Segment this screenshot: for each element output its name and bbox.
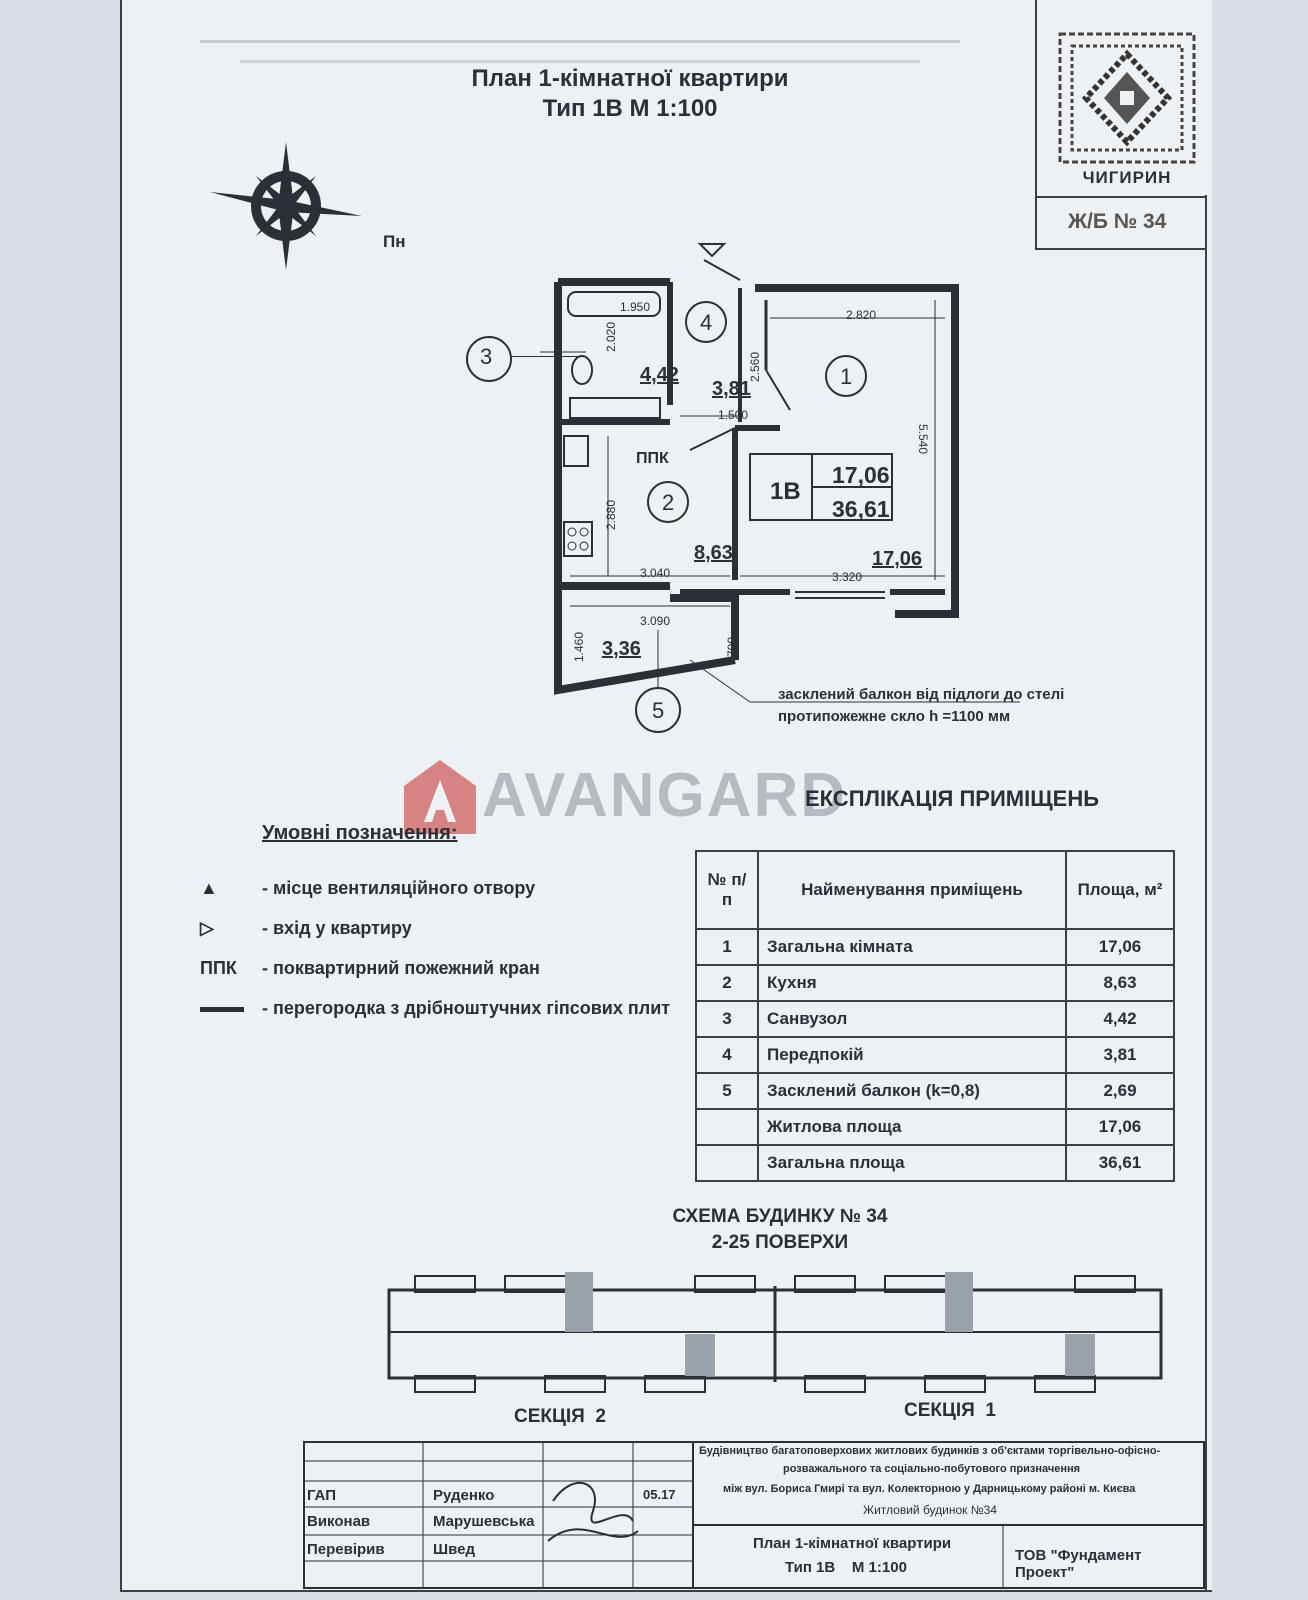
ppk-label: ППК — [636, 450, 669, 467]
row-area: 3,81 — [1066, 1037, 1174, 1073]
role-executed: Виконав — [307, 1513, 371, 1530]
dimension: 700 — [725, 636, 740, 658]
row-area: 4,42 — [1066, 1001, 1174, 1037]
section-1-label: СЕКЦІЯ 1 — [904, 1400, 996, 1421]
name-checked: Швед — [433, 1541, 475, 1558]
room-marker-4-label: 4 — [700, 310, 713, 335]
room-marker-3-label: 3 — [480, 344, 493, 369]
frame-line — [1035, 248, 1205, 250]
apartment-total-area: 36,61 — [832, 496, 890, 522]
col-header-no: № п/п — [696, 851, 758, 929]
row-area: 2,69 — [1066, 1073, 1174, 1109]
project-line3: між вул. Бориса Гмирі та вул. Колекторною у Дарницькому районі м. Києва — [723, 1483, 1136, 1495]
dimension: 3.090 — [640, 614, 671, 628]
scheme-title-line1: СХЕМА БУДИНКУ № 34 — [672, 1206, 888, 1227]
row-no: 1 — [696, 929, 758, 965]
date-gap: 05.17 — [643, 1487, 676, 1502]
sheet-name-line1: План 1-кімнатної квартири — [753, 1535, 952, 1552]
table-row — [696, 1145, 1174, 1181]
title-block — [303, 1441, 1205, 1589]
area-room2: 8,63 — [694, 542, 733, 564]
room-marker-1-label: 1 — [840, 364, 853, 389]
balcony-note-line2: протипожежне скло h =1100 мм — [778, 708, 1011, 725]
legend-item — [200, 998, 670, 1019]
dimension: 1.460 — [572, 631, 587, 663]
legend-text: - вхід у квартиру — [262, 918, 412, 938]
legend-item — [200, 878, 535, 899]
row-name: Засклений балкон (k=0,8) — [758, 1073, 1066, 1109]
row-no: 3 — [696, 1001, 758, 1037]
building-scheme — [385, 1272, 1165, 1402]
col-header-area: Площа, м² — [1066, 851, 1174, 929]
row-no — [696, 1145, 758, 1181]
row-name: Санвузол — [758, 1001, 1066, 1037]
dimension: 2.020 — [604, 321, 619, 353]
room-marker-3-leader — [510, 356, 585, 357]
name-gap: Руденко — [433, 1487, 495, 1504]
area-room5: 3,36 — [602, 638, 641, 660]
company-name: ТОВ "Фундамент Проект" — [1015, 1547, 1142, 1581]
frame-line — [1205, 195, 1207, 1590]
row-area: 8,63 — [1066, 965, 1174, 1001]
dimension: 2.880 — [604, 499, 619, 531]
row-no: 2 — [696, 965, 758, 1001]
building-code: Ж/Б № 34 — [1068, 210, 1167, 233]
legend-title: Умовні позначення: — [262, 822, 458, 844]
role-checked: Перевірив — [307, 1541, 385, 1558]
table-row — [696, 1037, 1174, 1073]
triangle-up-icon: ▲ — [200, 878, 218, 898]
area-room4: 3,81 — [712, 378, 751, 400]
balcony-note-line1: засклений балкон від підлоги до стелі — [778, 686, 1065, 703]
dimension: 1.500 — [718, 408, 749, 422]
section-2-label: СЕКЦІЯ 2 — [514, 1406, 606, 1427]
dimension: 3.320 — [832, 570, 863, 584]
dimension: 2.820 — [846, 308, 877, 322]
row-name: Житлова площа — [758, 1109, 1066, 1145]
signature-icon — [548, 1483, 638, 1541]
ornament-logo-icon — [1058, 32, 1196, 164]
table-row — [696, 1073, 1174, 1109]
row-name: Загальна кімната — [758, 929, 1066, 965]
row-area: 17,06 — [1066, 929, 1174, 965]
role-gap: ГАП — [307, 1487, 336, 1504]
scheme-title-line2: 2-25 ПОВЕРХИ — [711, 1232, 849, 1253]
dimension: 1.950 — [620, 300, 651, 314]
legend-item — [200, 958, 540, 979]
row-no: 4 — [696, 1037, 758, 1073]
project-line4: Житловий будинок №34 — [863, 1503, 997, 1517]
table-row — [696, 965, 1174, 1001]
table-row — [696, 929, 1174, 965]
room-marker-2-label: 2 — [662, 490, 675, 515]
triangle-right-icon: ▷ — [200, 918, 214, 938]
area-room3: 4,42 — [640, 364, 679, 386]
row-name: Кухня — [758, 965, 1066, 1001]
north-label: Пн — [383, 232, 406, 251]
explication-table — [695, 850, 1175, 1182]
table-row — [696, 1109, 1174, 1145]
row-area: 17,06 — [1066, 1109, 1174, 1145]
dimension: 2.560 — [748, 351, 763, 383]
table-row — [696, 1001, 1174, 1037]
watermark-text: AVANGARD — [482, 761, 848, 830]
project-line1: Будівництво багатоповерхових житлових будинків з об'єктами торгівельно-офісно- — [699, 1445, 1161, 1457]
scheme-title — [620, 1204, 940, 1256]
row-no: 5 — [696, 1073, 758, 1109]
row-name: Загальна площа — [758, 1145, 1066, 1181]
sheet-name-line2: Тип 1В М 1:100 — [785, 1559, 907, 1576]
room-marker-5-label: 5 — [652, 698, 665, 723]
row-area: 36,61 — [1066, 1145, 1174, 1181]
row-no — [696, 1109, 758, 1145]
legend-text: - поквартирний пожежний кран — [262, 958, 540, 978]
area-room1: 17,06 — [872, 548, 923, 570]
legend-item — [200, 918, 412, 939]
name-executed: Марушевська — [433, 1513, 535, 1530]
apartment-type: 1В — [770, 478, 801, 505]
plan-title-line1: План 1-кімнатної квартири — [471, 65, 789, 92]
project-line2: розважального та соціально-побутового призначення — [783, 1463, 1081, 1475]
legend-symbol-ppk: ППК — [200, 958, 237, 978]
dimension: 3.040 — [640, 566, 671, 580]
col-header-name: Найменування приміщень — [758, 851, 1066, 929]
legend-text: - перегородка з дрібноштучних гіпсових плит — [262, 998, 671, 1018]
compass-rose-icon — [210, 130, 370, 280]
apartment-living-area: 17,06 — [832, 462, 890, 488]
logo-caption: ЧИГИРИН — [1082, 168, 1172, 187]
plan-title-line2: Тип 1В М 1:100 — [542, 95, 718, 122]
plan-title — [380, 64, 880, 124]
thick-line-icon — [200, 998, 262, 1019]
dimension: 5.540 — [916, 423, 931, 455]
row-name: Передпокій — [758, 1037, 1066, 1073]
explication-title: ЕКСПЛІКАЦІЯ ПРИМІЩЕНЬ — [805, 786, 1100, 811]
legend-text: - місце вентиляційного отвору — [262, 878, 536, 898]
